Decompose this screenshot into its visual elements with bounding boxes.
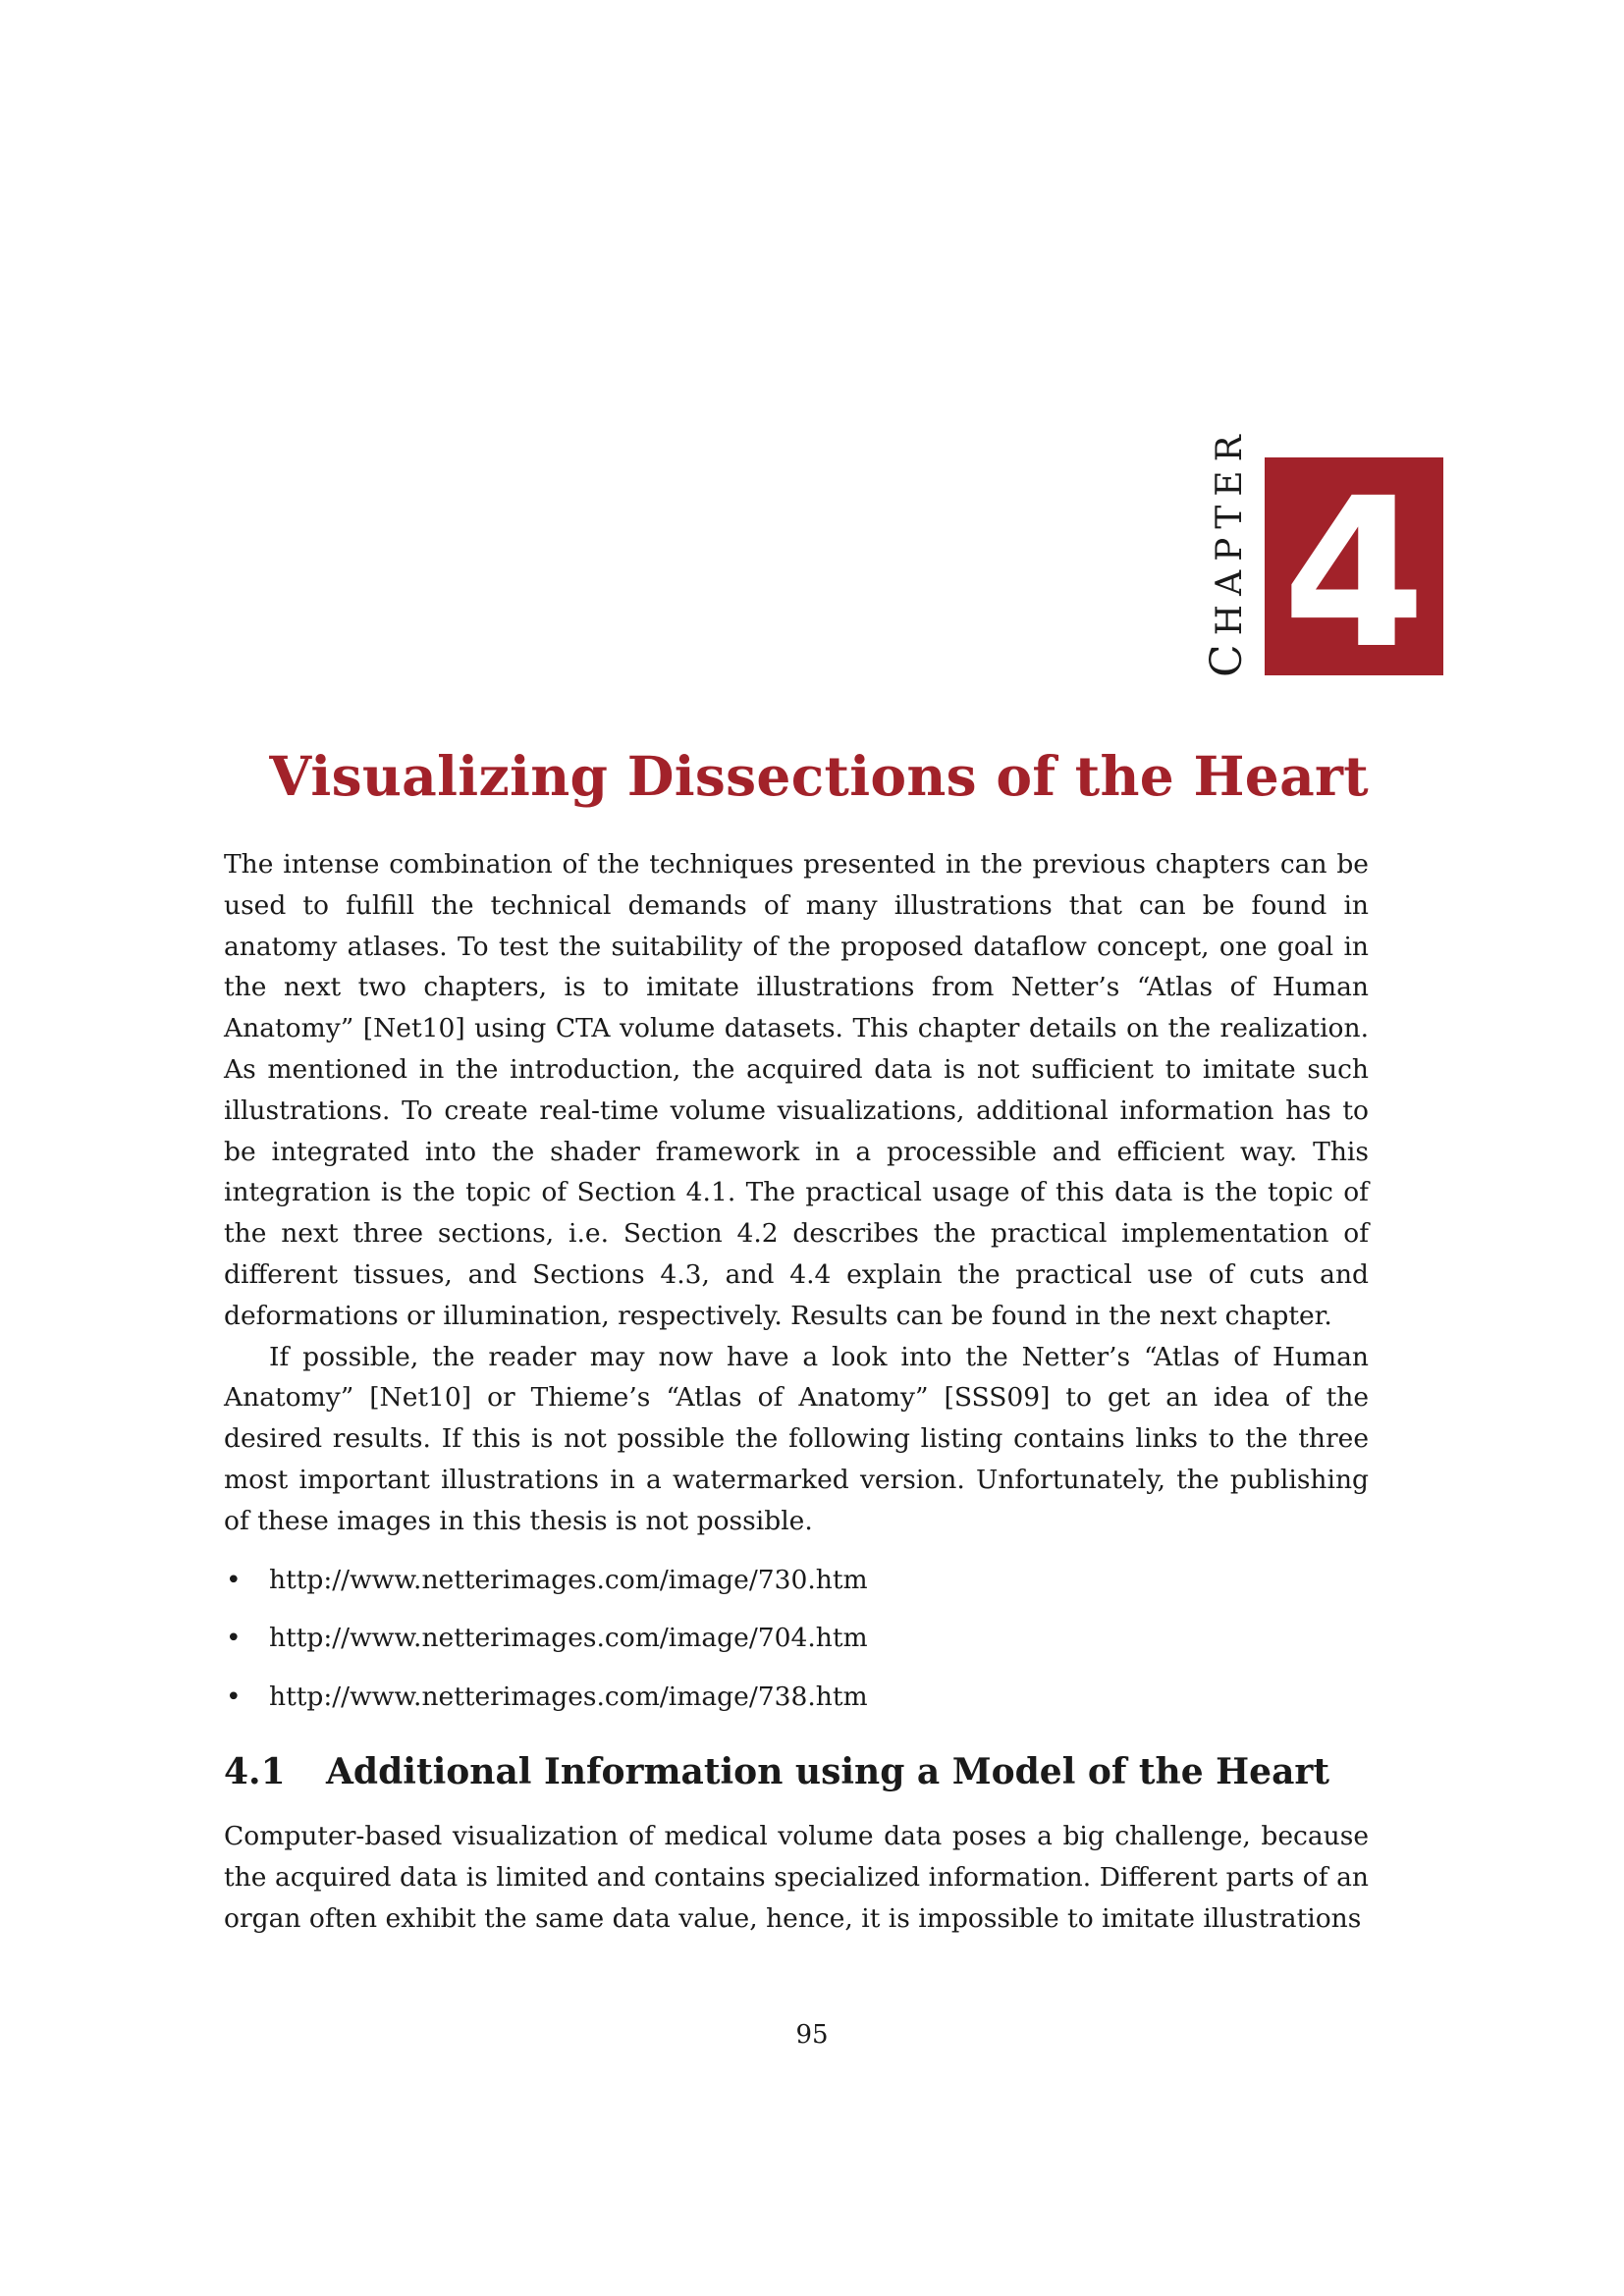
link-list: [224, 1560, 1369, 1718]
chapter-label-rest: HAPTER: [1210, 426, 1250, 636]
chapter-title: Visualizing Dissections of the Heart: [269, 744, 1369, 808]
page-content: [224, 844, 1369, 1939]
list-item: [224, 1618, 1369, 1659]
link-url[interactable]: http://www.netterimages.com/image/730.htm: [269, 1564, 868, 1595]
bullet-icon: •: [226, 1623, 242, 1654]
section-title: Additional Information using a Model of the Heart: [326, 1750, 1330, 1792]
section-heading: [224, 1747, 1369, 1796]
intro-paragraph: The intense combination of the techniques presented in the previous chapters can be used to fulfill the technical demands of many illustrations that can be found in anatomy atlases. To test the suitability of the proposed dataflow concept, one goal in the next two chapters, is to imitate illustrations from Netter’s “Atlas of Human Anatomy” [Net10] using CTA volume datasets. This chapter details on the realization. As mentioned in the introduction, the acquired data is not sufficient to imitate such illustrations. To create real-time volume visualizations, additional information has to be integrated into the shader framework in a processible and efficient way. This integration is the topic of Section 4.1. The practical usage of this data is the topic of the next three sections, i.e. Section 4.2 describes the practical implementation of different tissues, and Sections 4.3, and 4.4 explain the practical use of cuts and deformations or illumination, respectively. Results can be found in the next chapter.: [224, 849, 1369, 1331]
section-paragraph: Computer-based visualization of medical volume data poses a big challenge, because the acquired data is limited and contains specialized information. Different parts of an organ often exhibit the same data value, hence, it is impossible to imitate illustrations: [224, 1820, 1369, 1934]
bullet-icon: •: [226, 1682, 242, 1713]
bullet-icon: •: [226, 1564, 242, 1595]
chapter-number: 4: [1281, 454, 1427, 694]
page-number: 95: [795, 2020, 829, 2050]
reader-note-paragraph: If possible, the reader may now have a look into the Netter’s “Atlas of Human Anatomy” [Net10] or Thieme’s “Atlas of Anatomy” [SSS09] to get an idea of the desired results. If this is not possible the following listing contains links to the three most important illustrations in a watermarked version. Unfortunately, the publishing of these images in this thesis is not possible.: [224, 1341, 1369, 1536]
list-item: [224, 1560, 1369, 1601]
list-item: [224, 1677, 1369, 1718]
chapter-label-initial: C: [1202, 635, 1252, 677]
link-url[interactable]: http://www.netterimages.com/image/738.htm: [269, 1682, 868, 1713]
chapter-number-box: [1265, 454, 1443, 694]
section-number: 4.1: [224, 1750, 286, 1792]
link-url[interactable]: http://www.netterimages.com/image/704.htm: [269, 1623, 868, 1654]
chapter-label: [1202, 426, 1252, 677]
